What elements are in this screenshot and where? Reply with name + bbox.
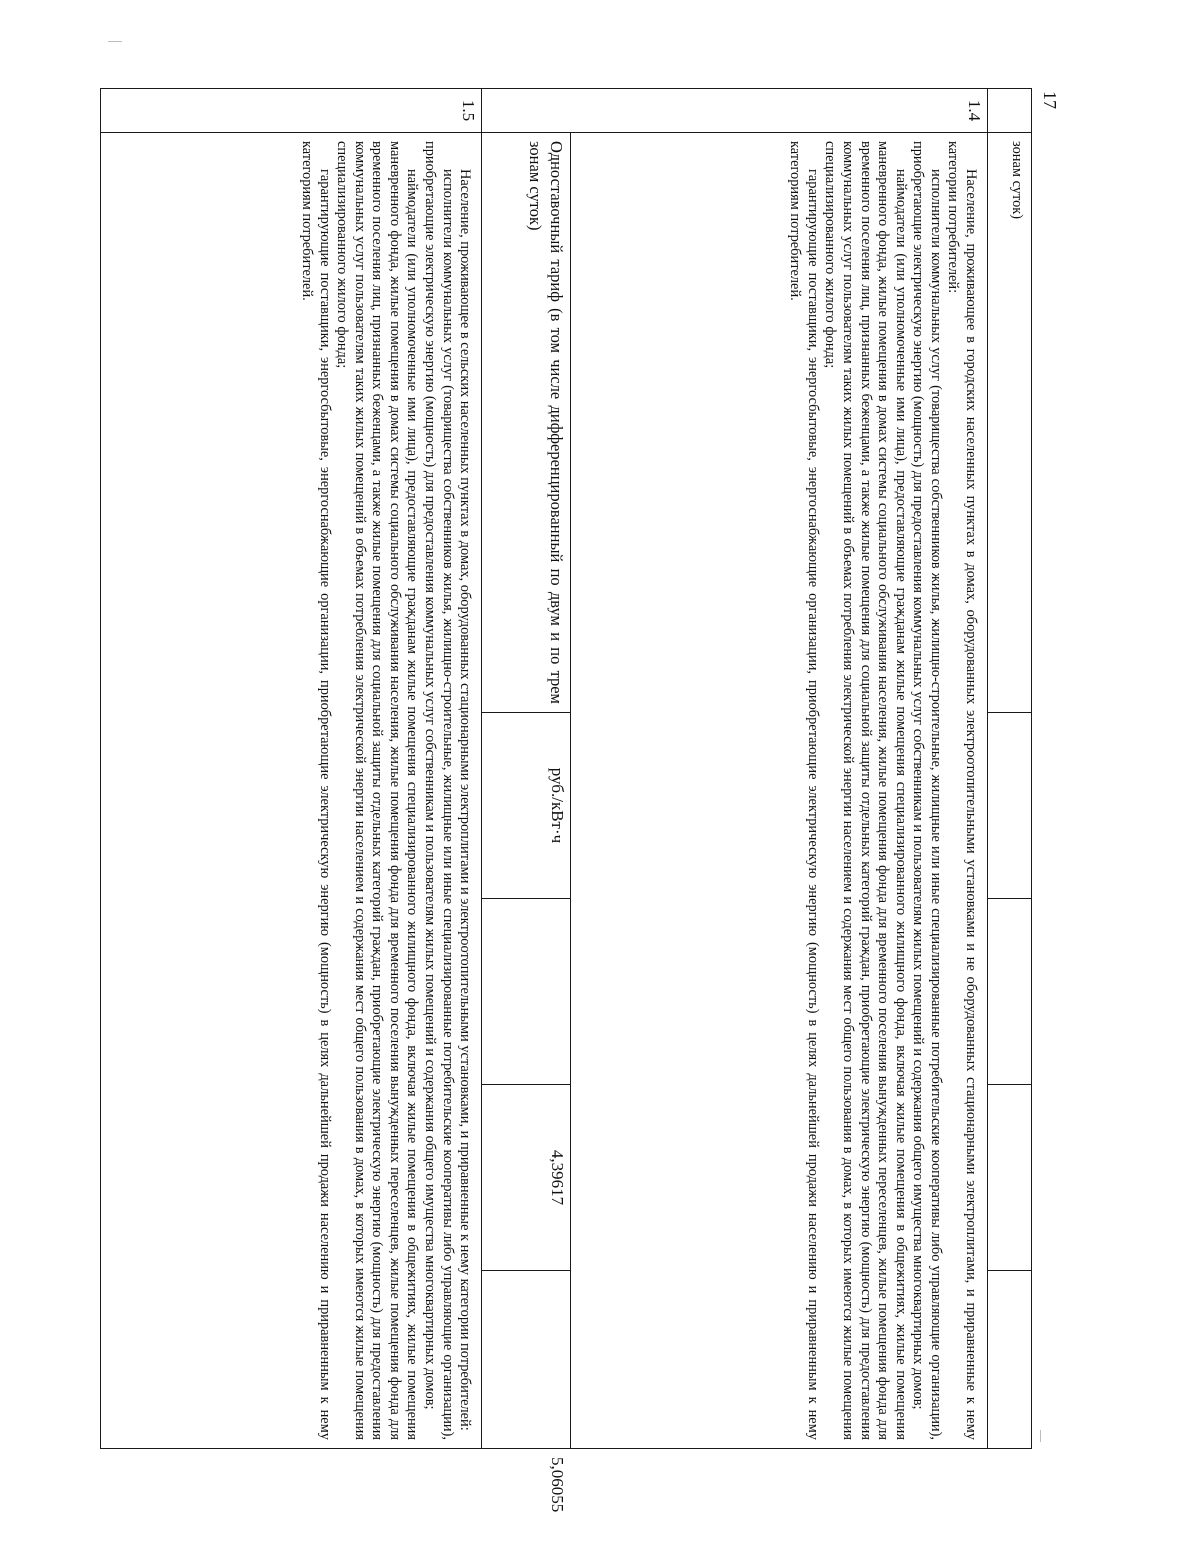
table-row-1-4-category xyxy=(571,89,988,1449)
empty-cell xyxy=(482,1271,571,1449)
tariff-value-1: 4,39617 xyxy=(482,1085,571,1271)
single-rate-label: Одноставочный тариф (в том числе дифференцированный по двум и по трем зонам суток) xyxy=(482,133,571,713)
continuation-label: зонам суток) xyxy=(988,133,1032,713)
category-paragraph: гарантирующие поставщики, энергосбытовые, энергоснабжающие организации, приобретающие электрическую энергию (мощность) в целях дальнейшей продажи населению и приравненным к нему категориям потребителей. xyxy=(787,141,821,1440)
table-row-1-5-category xyxy=(101,89,482,1449)
empty-cell xyxy=(988,1271,1032,1449)
empty-cell xyxy=(988,713,1032,899)
empty-cell xyxy=(988,1085,1032,1271)
item-number: 1.5 xyxy=(101,89,482,133)
rotated-document xyxy=(100,88,1032,1513)
item-number: 1.4 xyxy=(482,89,988,133)
scan-mark-side xyxy=(1040,1430,1041,1442)
category-paragraph: гарантирующие поставщики, энергосбытовые, энергоснабжающие организации, приобретающие электрическую энергию (мощность) в целях дальнейшей продажи населению и приравненным к нему категориям потребителей. xyxy=(299,141,333,1440)
category-intro: Население, проживающее в сельских населенных пунктах в домах, оборудованных стационарными электроплитами и электроотопительными установками, и приравненные к нему категории потребителей: xyxy=(457,169,474,1431)
category-paragraph: наймодатели (или уполномоченные ими лица), предоставляющие гражданам жилые помещения специализированного жилищного фонда, включая жилые помещения в общежитиях, жилые помещения маневренного фонда, жилые помещения в домах системы социального обслуживания населения, жилые помещения фонда для временного поселения вынужденных переселенцев, жилые помещения фонда для временного поселения лиц, признанных беженцами, а также жилые помещения для социальной защиты отдельных категорий граждан, приобретающие электрическую энергию (мощность) для предоставления коммунальных услуг пользователям таких жилых помещений в объемах потребления электрической энергии населением и содержания мест общего пользования в домах, в которых имеются жилые помещения специализированного жилого фонда; xyxy=(334,141,421,1440)
tariff-table xyxy=(100,88,1032,1513)
table-row-continuation xyxy=(988,89,1032,1449)
category-intro: Население, проживающее в городских населенных пунктах в домах, оборудованных электроотопительными установками и не оборудованных стационарными электроплитами, и приравненные к нему категории потребителей: xyxy=(945,141,979,1440)
table-row-1-4-single-rate: Одноставочный тариф (в том числе дифференцированный по двум и по трем зонам суток) руб./кВт·ч 4,39617 5,06055 xyxy=(482,89,571,1449)
category-description xyxy=(101,133,482,1449)
scan-mark-top xyxy=(108,41,122,42)
empty-cell xyxy=(482,899,571,1085)
category-paragraph: исполнители коммунальных услуг (товарищества собственников жилья, жилищно-строительные, жилищные или иные специализированные потребительские кооперативы либо управляющие организации), приобретающие электрическую энергию (мощность) для предоставления коммунальных услуг собственникам и пользователям жилых помещений и содержания общего имущества многоквартирных домов; xyxy=(422,141,456,1440)
empty-cell xyxy=(988,899,1032,1085)
category-paragraph: наймодатели (или уполномоченные ими лица), предоставляющие гражданам жилые помещения специализированного жилищного фонда, включая жилые помещения в общежитиях, жилые помещения маневренного фонда, жилые помещения в домах системы социального обслуживания населения, жилые помещения фонда для временного поселения вынужденных переселенцев, жилые помещения фонда для временного поселения лиц, признанных беженцами, а также жилые помещения для социальной защиты отдельных категорий граждан, приобретающие электрическую энергию (мощность) для предоставления коммунальных услуг пользователям таких жилых помещений в объемах потребления электрической энергии населением и содержания мест общего пользования в домах, в которых имеются жилые помещения специализированного жилого фонда; xyxy=(822,141,909,1440)
category-paragraph: исполнители коммунальных услуг (товарищества собственников жилья, жилищно-строительные, жилищные или иные специализированные потребительские кооперативы либо управляющие организации), приобретающие электрическую энергию (мощность) для предоставления коммунальных услуг собственникам и пользователям жилых помещений и содержания общего имущества многоквартирных домов; xyxy=(910,141,944,1440)
unit-cell: руб./кВт·ч xyxy=(482,713,571,899)
category-description xyxy=(571,133,988,1449)
number-cell xyxy=(988,89,1032,133)
page-number: 17 xyxy=(1040,91,1060,109)
